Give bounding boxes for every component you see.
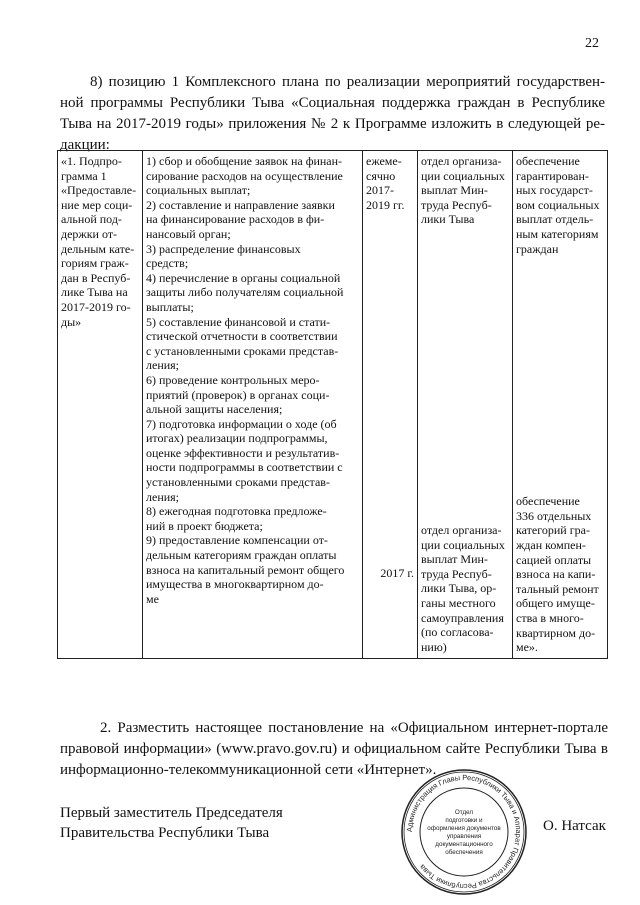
cell-line: 7) подготовка информации о ходе (об: [146, 416, 337, 431]
cell-line: (по согласова-: [421, 625, 494, 640]
cell-line: ганы местного: [421, 595, 496, 610]
intro-line: дакции:: [60, 137, 110, 153]
cell-line: ным категориям: [516, 226, 599, 241]
cell-line: 6) проведение контрольных меро-: [146, 372, 320, 387]
cell-line: альной защиты населения;: [146, 402, 283, 417]
signatory-position: [60, 803, 283, 843]
cell-line: обеспечение: [516, 494, 580, 509]
cell-line: категорий гра-: [516, 523, 590, 538]
cell-line: социальных выплат;: [146, 183, 251, 198]
cell-line: стической отчетности в соответствии: [146, 329, 338, 344]
stamp-center-line: Отдел: [454, 809, 474, 816]
cell-line: отдел организа-: [421, 522, 502, 537]
cell-line: «Предоставле-: [61, 183, 137, 198]
executor-bottom-text: [421, 523, 509, 654]
cell-line: ства в много-: [516, 610, 584, 625]
cell-line: обеспечение: [516, 154, 580, 168]
cell-line: дельным кате-: [61, 241, 135, 256]
period-spacer: [366, 212, 414, 566]
cell-line: ции социальных: [421, 168, 505, 183]
executor-top-text: [421, 154, 509, 227]
cell-line: взноса на капитальный ремонт общего: [146, 562, 345, 577]
cell-line: 9) предоставление компенсации от-: [146, 533, 328, 548]
cell-line: ления;: [146, 489, 180, 504]
signatory-position-line: Первый заместитель Председателя: [60, 805, 283, 821]
cell-line: сирование расходов на осуществление: [146, 168, 343, 183]
cell-line: ды»: [61, 314, 82, 329]
cell-line: граждан: [516, 241, 559, 256]
cell-line: сячно: [366, 168, 396, 183]
cell-line: сацией оплаты: [516, 552, 592, 567]
cell-line: итогах) реализации подпрограммы,: [146, 431, 328, 446]
cell-line: оценке эффективности и результатив-: [146, 445, 340, 460]
cell-line: отдел организа-: [421, 154, 502, 168]
executor-spacer: [421, 227, 509, 523]
page-number: 22: [585, 36, 599, 51]
cell-line: защиты либо получателям социальной: [146, 285, 344, 300]
subprogram-text: [61, 154, 139, 329]
cell-line: 3) распределение финансовых: [146, 241, 301, 256]
cell-line: взноса на капи-: [516, 567, 596, 582]
stamp-center-line: управления: [446, 833, 482, 840]
cell-line: квартирном до-: [516, 625, 596, 640]
intro-line: ной программы Республики Тыва «Социальная поддержка граждан в Республике: [60, 95, 605, 111]
cell-line: 336 отдельных: [516, 508, 592, 523]
stamp-center-line: обеспечения: [445, 849, 483, 856]
executor-cell: [418, 151, 513, 659]
measures-text: [146, 154, 359, 606]
cell-line: тальный ремонт: [516, 581, 599, 596]
cell-line: 2019 гг.: [366, 197, 405, 212]
cell-line: труда Респуб-: [421, 197, 492, 212]
cell-line: выплат Мин-: [421, 552, 488, 567]
cell-line: труда Респуб-: [421, 566, 492, 581]
cell-line: «1. Подпро-: [61, 154, 122, 168]
cell-line: дан в Респуб-: [61, 270, 131, 285]
cell-line: нию): [421, 639, 447, 654]
cell-line: 2) составление и направление заявки: [146, 197, 335, 212]
table-row: [58, 151, 608, 659]
cell-line: установленными сроками представ-: [146, 475, 330, 490]
cell-line: лики Тыва, ор-: [421, 581, 497, 596]
plan-table: [57, 150, 608, 659]
stamp-center-text: [427, 809, 501, 856]
subprogram-cell: [58, 151, 143, 659]
cell-line: 4) перечисление в органы социальной: [146, 270, 341, 285]
cell-line: грамма 1: [61, 168, 107, 183]
cell-line: 2017-: [366, 183, 394, 198]
cell-line: ме».: [516, 640, 538, 655]
publication-line: 2. Разместить настоящее постановление на «Официальном интернет-портале: [100, 720, 608, 736]
cell-line: выплаты;: [146, 299, 194, 314]
period-cell: [363, 151, 418, 659]
cell-line: лики Тыва: [421, 212, 475, 227]
cell-line: 2017 г.: [380, 566, 414, 581]
intro-line: Тыва на 2017-2019 годы» приложения № 2 к Программе изложить в следующей ре-: [60, 116, 605, 132]
intro-paragraph: [60, 72, 605, 156]
cell-line: ежеме-: [366, 154, 402, 168]
intro-line: 8) позицию 1 Комплексного плана по реализации мероприятий государствен-: [90, 74, 605, 90]
cell-line: на финансирование расходов в фи-: [146, 212, 325, 227]
signatory-name: О. Натсак: [543, 818, 606, 834]
signatory-position-line: Правительства Республики Тыва: [60, 825, 270, 841]
cell-line: средств;: [146, 256, 189, 271]
cell-line: приятий (проверок) в органах соци-: [146, 387, 330, 402]
result-cell: [513, 151, 608, 659]
cell-line: с установленными сроками представ-: [146, 343, 339, 358]
stamp-center-line: оформления документов: [427, 825, 501, 832]
measures-cell: [143, 151, 363, 659]
cell-line: имущества в многоквартирном до-: [146, 577, 324, 592]
cell-line: ний в проект бюджета;: [146, 518, 263, 533]
cell-line: гарантирован-: [516, 168, 589, 183]
stamp-center-line: документационного: [435, 841, 493, 848]
cell-line: ции социальных: [421, 537, 505, 552]
cell-line: выплат отдель-: [516, 212, 594, 227]
publication-line: правовой информации» (www.pravo.gov.ru) и официальном сайте Республики Тыва в: [60, 741, 608, 757]
cell-line: вом социальных: [516, 197, 600, 212]
cell-line: нансовый орган;: [146, 226, 231, 241]
cell-line: 8) ежегодная подготовка предложе-: [146, 504, 327, 519]
cell-line: общего имуще-: [516, 596, 595, 611]
cell-line: ности подпрограммы в соответствии с: [146, 460, 343, 475]
cell-line: выплат Мин-: [421, 183, 488, 198]
cell-line: ме: [146, 591, 159, 606]
cell-line: держки от-: [61, 226, 118, 241]
result-bottom-text: [516, 494, 604, 655]
cell-line: лике Тыва на: [61, 285, 128, 300]
cell-line: дельным категориям граждан оплаты: [146, 548, 337, 563]
cell-line: ждан компен-: [516, 537, 586, 552]
stamp-ring-text: Администрация Главы Республики Тыва и Аппарат Правительства Республики Тыва: [404, 772, 524, 892]
stamp-center-line: подготовки и: [445, 817, 483, 824]
result-top-text: [516, 154, 604, 256]
publication-line: информационно-телекоммуникационной сети «Интернет».: [60, 762, 437, 778]
period-bottom-text: [366, 566, 414, 581]
cell-line: 5) составление финансовой и стати-: [146, 314, 331, 329]
cell-line: альной под-: [61, 212, 122, 227]
cell-line: самоуправления: [421, 610, 504, 625]
cell-line: ления;: [146, 358, 180, 373]
cell-line: гориям граж-: [61, 256, 129, 271]
cell-line: ных государст-: [516, 183, 593, 198]
cell-line: 2017-2019 го-: [61, 299, 131, 314]
result-spacer: [516, 256, 604, 494]
period-top-text: [366, 154, 414, 212]
official-stamp: [400, 768, 528, 896]
cell-line: 1) сбор и обобщение заявок на финан-: [146, 154, 343, 168]
cell-line: ние мер соци-: [61, 197, 133, 212]
